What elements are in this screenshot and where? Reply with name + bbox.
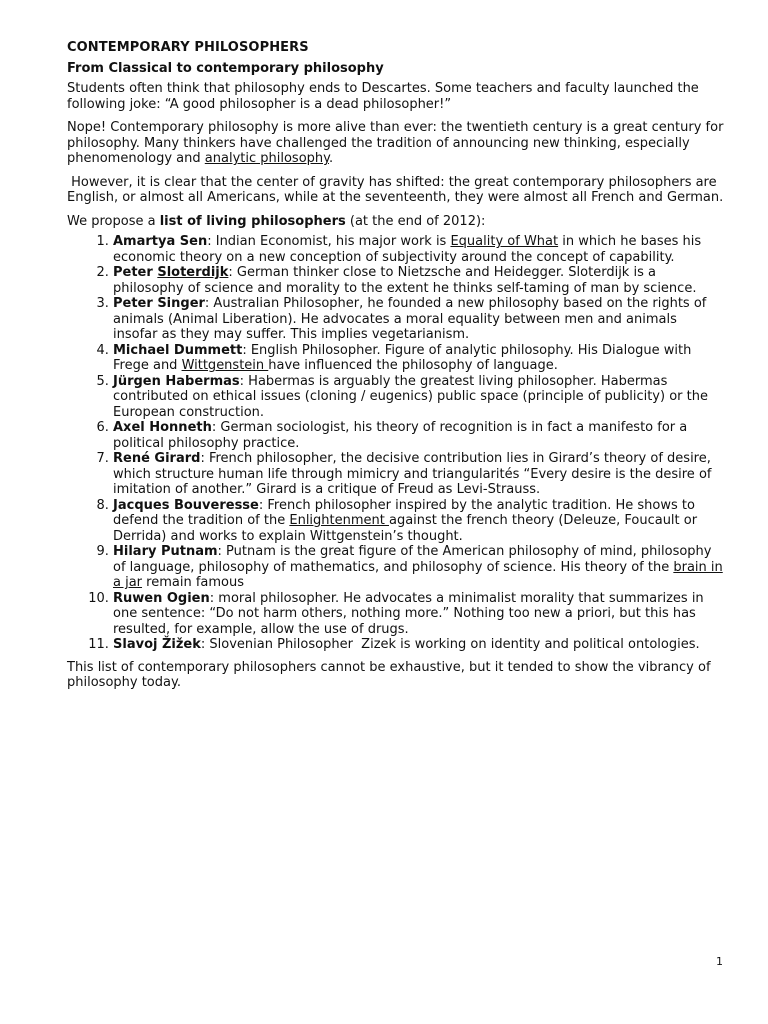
philosopher-name: [113, 265, 228, 280]
list-item: [113, 374, 724, 421]
philosopher-description: : Putnam is the great figure of the American philosophy of mind, philosophy of language, philosophy of mathematics, and philosophy of science. His theory of the: [113, 544, 712, 575]
philosopher-name: Slavoj Žižek: [113, 637, 201, 652]
philosopher-name: Peter Singer: [113, 296, 205, 311]
paragraph-alive-text: Nope! Contemporary philosophy is more alive than ever: the twentieth century is a great century for philosophy. Many thinkers have challenged the tradition of announcing new thinking, especially phenomenology and: [67, 120, 724, 166]
philosopher-name: René Girard: [113, 451, 201, 466]
link-equality-of-what[interactable]: Equality of What: [450, 234, 559, 249]
philosopher-description: : Slovenian Philosopher Zizek is working on identity and political ontologies.: [200, 637, 700, 652]
paragraph-alive: [67, 120, 724, 167]
list-item: [113, 343, 724, 374]
document-page: [67, 40, 724, 699]
list-item: [113, 234, 724, 265]
list-item: [113, 544, 724, 591]
paragraph-center-of-gravity: However, it is clear that the center of gravity has shifted: the great contemporary philosophers are English, or almost all Americans, while at the seventeenth, they were almost all French and German.: [67, 174, 724, 205]
philosopher-name: Ruwen Ogien: [113, 590, 210, 606]
paragraph-propose: [67, 214, 724, 230]
philosopher-name: Amartya Sen: [113, 234, 208, 249]
document-subtitle: From Classical to contemporary philosophy: [67, 61, 384, 76]
list-item: [113, 591, 724, 638]
philosopher-name: Jürgen Habermas: [113, 373, 240, 389]
philosopher-description: : English Philosopher. Figure of analytic philosophy. His Dialogue with Frege and: [113, 342, 692, 373]
philosopher-name: Jacques Bouveresse: [113, 497, 259, 513]
link-brain-in-a-jar[interactable]: brain in a jar: [113, 559, 723, 590]
propose-bold: list of living philosophers: [159, 213, 346, 229]
paragraph-closing: This list of contemporary philosophers cannot be exhaustive, but it tended to show the vibrancy of philosophy today.: [67, 659, 711, 690]
philosopher-description: : Habermas is arguably the greatest living philosopher. Habermas contributed on ethical issues (cloning / eugenics) public space (principle of publicity) or the European construction.: [113, 373, 708, 420]
list-item: [113, 637, 724, 653]
list-item: [113, 451, 724, 498]
philosopher-first-name: Peter: [113, 265, 158, 280]
page-number: 1: [716, 955, 723, 968]
list-item: [113, 265, 724, 296]
link-sloterdijk[interactable]: Sloterdijk: [157, 265, 229, 280]
propose-end: (at the end of 2012):: [345, 213, 486, 229]
philosopher-description-cont: have influenced the philosophy of language.: [268, 358, 558, 373]
philosopher-name: Axel Honneth: [113, 420, 212, 435]
list-item: [113, 296, 724, 343]
philosopher-description: : French philosopher, the decisive contribution lies in Girard’s theory of desire, which structure human life through mimicry and triangularités “Every desire is the desire of imitation of another.” Girard is a critique of Freud as Levi-Strauss.: [113, 451, 712, 497]
document-title: CONTEMPORARY PHILOSOPHERS: [67, 40, 309, 55]
philosopher-name: Hilary Putnam: [113, 544, 218, 559]
philosopher-description: : Indian Economist, his major work is: [207, 234, 451, 249]
paragraph-intro: Students often think that philosophy ends to Descartes. Some teachers and faculty launched the following joke: “A good philosopher is a dead philosopher!”: [67, 81, 699, 112]
philosopher-list: [67, 234, 724, 653]
list-item: [113, 420, 724, 451]
philosopher-description: : moral philosopher. He advocates a minimalist morality that summarizes in one sentence: “Do not harm others, nothing more.” Nothing too new a priori, but this has resulted, for example, allow the use of drugs.: [113, 590, 704, 637]
link-wittgenstein[interactable]: Wittgenstein: [181, 358, 269, 373]
philosopher-description-cont: in which he bases his economic theory on a new conception of subjectivity around the concept of capability.: [113, 234, 702, 265]
link-analytic-philosophy[interactable]: analytic philosophy: [204, 151, 329, 166]
philosopher-description: : German sociologist, his theory of recognition is in fact a manifesto for a political philosophy practice.: [113, 420, 688, 451]
link-enlightenment[interactable]: Enlightenment: [289, 513, 389, 528]
list-item: [113, 498, 724, 545]
philosopher-description-cont: against the french theory (Deleuze, Foucault or Derrida) and works to explain Wittgenstein’s thought.: [113, 513, 698, 544]
propose-text: We propose a: [67, 213, 160, 229]
philosopher-description-cont: remain famous: [142, 575, 245, 590]
paragraph-alive-end: .: [328, 151, 334, 166]
philosopher-description: : Australian Philosopher, he founded a new philosophy based on the rights of animals (Animal Liberation). He advocates a moral equality between men and animals insofar as they may suffer. This implies vegetarianism.: [113, 296, 707, 342]
philosopher-name: Michael Dummett: [113, 342, 243, 358]
philosopher-description: : German thinker close to Nietzsche and Heidegger. Sloterdijk is a philosophy of science and morality to the extent he thinks self-taming of man by science.: [113, 265, 697, 296]
philosopher-description: : French philosopher inspired by the analytic tradition. He shows to defend the tradition of the: [113, 497, 695, 528]
